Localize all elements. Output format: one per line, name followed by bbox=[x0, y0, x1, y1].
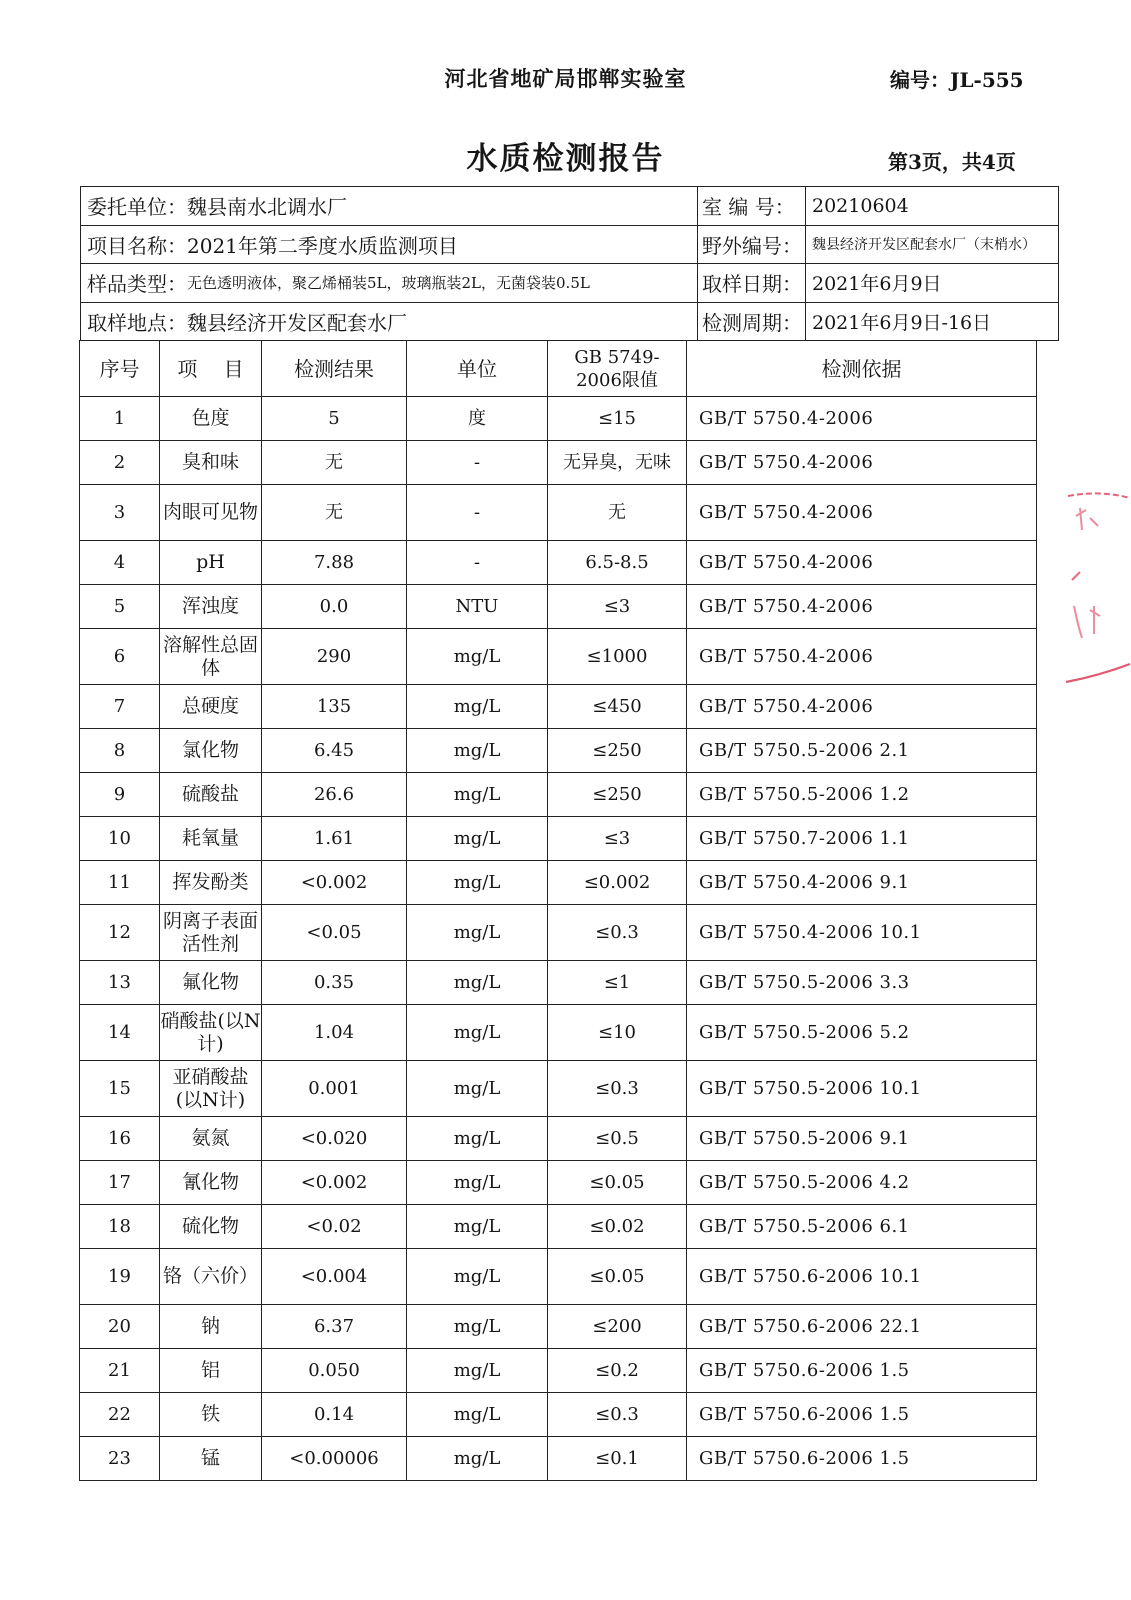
client-label: 委托单位： bbox=[87, 195, 187, 220]
row-result: 无 bbox=[262, 441, 407, 485]
info-row-client bbox=[81, 187, 1058, 226]
row-number: 18 bbox=[80, 1205, 160, 1249]
row-number: 23 bbox=[80, 1437, 160, 1481]
row-limit: ≤0.002 bbox=[548, 861, 687, 905]
row-number: 15 bbox=[80, 1061, 160, 1117]
row-item: 氰化物 bbox=[160, 1161, 262, 1205]
row-unit: mg/L bbox=[407, 685, 548, 729]
location-value: 魏县经济开发区配套水厂 bbox=[187, 310, 407, 335]
row-basis: GB/T 5750.6-2006 1.5 bbox=[687, 1349, 1037, 1393]
project-value: 2021年第二季度水质监测项目 bbox=[187, 233, 458, 258]
table-row bbox=[80, 773, 1037, 817]
row-limit: ≤3 bbox=[548, 817, 687, 861]
row-number: 10 bbox=[80, 817, 160, 861]
row-basis: GB/T 5750.5-2006 2.1 bbox=[687, 729, 1037, 773]
row-unit: mg/L bbox=[407, 1305, 548, 1349]
row-basis: GB/T 5750.5-2006 9.1 bbox=[687, 1117, 1037, 1161]
row-unit: 度 bbox=[407, 397, 548, 441]
table-row bbox=[80, 1205, 1037, 1249]
row-result: 0.14 bbox=[262, 1393, 407, 1437]
row-unit: NTU bbox=[407, 585, 548, 629]
row-unit: mg/L bbox=[407, 861, 548, 905]
header-item: 项 目 bbox=[160, 341, 262, 397]
row-result: 290 bbox=[262, 629, 407, 685]
table-row bbox=[80, 905, 1037, 961]
row-item: 锰 bbox=[160, 1437, 262, 1481]
row-unit: mg/L bbox=[407, 773, 548, 817]
row-number: 21 bbox=[80, 1349, 160, 1393]
row-basis: GB/T 5750.5-2006 10.1 bbox=[687, 1061, 1037, 1117]
row-basis: GB/T 5750.5-2006 3.3 bbox=[687, 961, 1037, 1005]
table-row bbox=[80, 397, 1037, 441]
row-number: 8 bbox=[80, 729, 160, 773]
table-row bbox=[80, 1349, 1037, 1393]
row-result: <0.00006 bbox=[262, 1437, 407, 1481]
row-item: pH bbox=[160, 541, 262, 585]
row-unit: mg/L bbox=[407, 1005, 548, 1061]
row-basis: GB/T 5750.6-2006 10.1 bbox=[687, 1249, 1037, 1305]
table-row bbox=[80, 817, 1037, 861]
client-cell bbox=[81, 187, 698, 225]
sample-info-block bbox=[80, 186, 1059, 341]
report-title: 水质检测报告 bbox=[466, 141, 665, 177]
row-basis: GB/T 5750.5-2006 1.2 bbox=[687, 773, 1037, 817]
row-unit: - bbox=[407, 485, 548, 541]
row-limit: ≤0.05 bbox=[548, 1161, 687, 1205]
row-limit: ≤0.05 bbox=[548, 1249, 687, 1305]
row-limit: 无 bbox=[548, 485, 687, 541]
row-limit: ≤0.02 bbox=[548, 1205, 687, 1249]
row-basis: GB/T 5750.5-2006 4.2 bbox=[687, 1161, 1037, 1205]
header-limit: GB 5749-2006限值 bbox=[548, 341, 687, 397]
table-row bbox=[80, 1393, 1037, 1437]
client-value: 魏县南水北调水厂 bbox=[187, 195, 347, 220]
row-result: 0.35 bbox=[262, 961, 407, 1005]
row-item: 溶解性总固体 bbox=[160, 629, 262, 685]
row-limit: ≤0.5 bbox=[548, 1117, 687, 1161]
results-body bbox=[80, 397, 1037, 1481]
row-limit: ≤450 bbox=[548, 685, 687, 729]
row-limit: ≤0.3 bbox=[548, 1061, 687, 1117]
row-result: 7.88 bbox=[262, 541, 407, 585]
header-no: 序号 bbox=[80, 341, 160, 397]
row-result: 1.61 bbox=[262, 817, 407, 861]
row-basis: GB/T 5750.5-2006 5.2 bbox=[687, 1005, 1037, 1061]
info-row-location bbox=[81, 303, 1058, 342]
red-seal-stamp bbox=[1060, 488, 1131, 688]
row-limit: ≤0.3 bbox=[548, 1393, 687, 1437]
row-result: 5 bbox=[262, 397, 407, 441]
row-unit: mg/L bbox=[407, 1437, 548, 1481]
row-basis: GB/T 5750.4-2006 10.1 bbox=[687, 905, 1037, 961]
row-number: 1 bbox=[80, 397, 160, 441]
row-limit: ≤10 bbox=[548, 1005, 687, 1061]
row-result: <0.002 bbox=[262, 1161, 407, 1205]
row-result: 26.6 bbox=[262, 773, 407, 817]
project-cell bbox=[81, 226, 698, 264]
row-limit: ≤250 bbox=[548, 729, 687, 773]
sampling-date-label: 取样日期： bbox=[698, 264, 806, 302]
row-number: 19 bbox=[80, 1249, 160, 1305]
row-number: 3 bbox=[80, 485, 160, 541]
row-result: <0.020 bbox=[262, 1117, 407, 1161]
row-basis: GB/T 5750.5-2006 6.1 bbox=[687, 1205, 1037, 1249]
header-unit: 单位 bbox=[407, 341, 548, 397]
lab-name: 河北省地矿局邯郸实验室 bbox=[444, 66, 687, 91]
row-basis: GB/T 5750.4-2006 bbox=[687, 541, 1037, 585]
period-value: 2021年6月9日-16日 bbox=[812, 311, 992, 334]
field-no-label: 野外编号： bbox=[698, 226, 806, 264]
row-number: 2 bbox=[80, 441, 160, 485]
row-unit: mg/L bbox=[407, 905, 548, 961]
row-item: 耗氧量 bbox=[160, 817, 262, 861]
row-unit: mg/L bbox=[407, 629, 548, 685]
row-limit: ≤15 bbox=[548, 397, 687, 441]
table-row bbox=[80, 585, 1037, 629]
row-limit: 6.5-8.5 bbox=[548, 541, 687, 585]
row-limit: ≤250 bbox=[548, 773, 687, 817]
table-row bbox=[80, 861, 1037, 905]
row-unit: mg/L bbox=[407, 1161, 548, 1205]
sample-type-cell bbox=[81, 264, 698, 302]
row-unit: - bbox=[407, 441, 548, 485]
row-basis: GB/T 5750.4-2006 9.1 bbox=[687, 861, 1037, 905]
row-result: <0.002 bbox=[262, 861, 407, 905]
row-item: 色度 bbox=[160, 397, 262, 441]
row-number: 12 bbox=[80, 905, 160, 961]
row-number: 11 bbox=[80, 861, 160, 905]
row-number: 16 bbox=[80, 1117, 160, 1161]
table-row bbox=[80, 1249, 1037, 1305]
row-limit: ≤1000 bbox=[548, 629, 687, 685]
row-item: 硝酸盐(以N计) bbox=[160, 1005, 262, 1061]
sampling-date-value: 2021年6月9日 bbox=[812, 273, 942, 296]
table-row bbox=[80, 441, 1037, 485]
row-basis: GB/T 5750.4-2006 bbox=[687, 485, 1037, 541]
results-table bbox=[79, 340, 1037, 1481]
row-basis: GB/T 5750.4-2006 bbox=[687, 629, 1037, 685]
row-basis: GB/T 5750.7-2006 1.1 bbox=[687, 817, 1037, 861]
table-row bbox=[80, 629, 1037, 685]
row-unit: mg/L bbox=[407, 1061, 548, 1117]
row-unit: mg/L bbox=[407, 1205, 548, 1249]
table-row bbox=[80, 1117, 1037, 1161]
row-limit: ≤0.1 bbox=[548, 1437, 687, 1481]
row-item: 浑浊度 bbox=[160, 585, 262, 629]
row-item: 总硬度 bbox=[160, 685, 262, 729]
page-info: 第3页，共4页 bbox=[888, 150, 1016, 174]
row-result: 0.001 bbox=[262, 1061, 407, 1117]
row-item: 铁 bbox=[160, 1393, 262, 1437]
table-row bbox=[80, 541, 1037, 585]
info-row-project bbox=[81, 226, 1058, 265]
row-unit: mg/L bbox=[407, 817, 548, 861]
row-result: 6.37 bbox=[262, 1305, 407, 1349]
table-row bbox=[80, 485, 1037, 541]
row-basis: GB/T 5750.6-2006 22.1 bbox=[687, 1305, 1037, 1349]
row-item: 阴离子表面活性剂 bbox=[160, 905, 262, 961]
row-item: 氨氮 bbox=[160, 1117, 262, 1161]
row-result: 6.45 bbox=[262, 729, 407, 773]
table-row bbox=[80, 1437, 1037, 1481]
table-row bbox=[80, 961, 1037, 1005]
row-limit: ≤1 bbox=[548, 961, 687, 1005]
row-number: 9 bbox=[80, 773, 160, 817]
row-number: 5 bbox=[80, 585, 160, 629]
period-label: 检测周期： bbox=[698, 303, 806, 341]
room-no-label: 室 编 号： bbox=[698, 187, 806, 225]
field-no-value: 魏县经济开发区配套水厂（末梢水） bbox=[812, 237, 1036, 254]
row-item: 氯化物 bbox=[160, 729, 262, 773]
table-row bbox=[80, 1061, 1037, 1117]
table-row bbox=[80, 1305, 1037, 1349]
row-number: 14 bbox=[80, 1005, 160, 1061]
table-header-row bbox=[80, 341, 1037, 397]
row-number: 17 bbox=[80, 1161, 160, 1205]
row-basis: GB/T 5750.4-2006 bbox=[687, 397, 1037, 441]
row-number: 6 bbox=[80, 629, 160, 685]
row-result: <0.02 bbox=[262, 1205, 407, 1249]
row-number: 13 bbox=[80, 961, 160, 1005]
location-label: 取样地点： bbox=[87, 310, 187, 335]
row-basis: GB/T 5750.6-2006 1.5 bbox=[687, 1437, 1037, 1481]
row-limit: ≤0.3 bbox=[548, 905, 687, 961]
table-row bbox=[80, 729, 1037, 773]
info-row-sample-type bbox=[81, 264, 1058, 303]
row-result: <0.004 bbox=[262, 1249, 407, 1305]
table-row bbox=[80, 1005, 1037, 1061]
row-unit: mg/L bbox=[407, 961, 548, 1005]
row-item: 肉眼可见物 bbox=[160, 485, 262, 541]
row-unit: - bbox=[407, 541, 548, 585]
row-limit: 无异臭，无味 bbox=[548, 441, 687, 485]
document-code: 编号：JL-555 bbox=[890, 68, 1024, 92]
row-item: 钠 bbox=[160, 1305, 262, 1349]
row-basis: GB/T 5750.4-2006 bbox=[687, 585, 1037, 629]
row-limit: ≤3 bbox=[548, 585, 687, 629]
row-basis: GB/T 5750.6-2006 1.5 bbox=[687, 1393, 1037, 1437]
room-no-value: 20210604 bbox=[812, 194, 909, 217]
row-number: 7 bbox=[80, 685, 160, 729]
row-item: 臭和味 bbox=[160, 441, 262, 485]
row-item: 铝 bbox=[160, 1349, 262, 1393]
row-number: 22 bbox=[80, 1393, 160, 1437]
row-unit: mg/L bbox=[407, 729, 548, 773]
row-result: 0.050 bbox=[262, 1349, 407, 1393]
row-result: <0.05 bbox=[262, 905, 407, 961]
row-basis: GB/T 5750.4-2006 bbox=[687, 685, 1037, 729]
location-cell bbox=[81, 303, 698, 341]
table-row bbox=[80, 1161, 1037, 1205]
row-unit: mg/L bbox=[407, 1393, 548, 1437]
row-item: 氟化物 bbox=[160, 961, 262, 1005]
row-result: 无 bbox=[262, 485, 407, 541]
row-item: 铬（六价） bbox=[160, 1249, 262, 1305]
row-unit: mg/L bbox=[407, 1349, 548, 1393]
row-unit: mg/L bbox=[407, 1117, 548, 1161]
sample-type-value: 无色透明液体，聚乙烯桶装5L，玻璃瓶装2L，无菌袋装0.5L bbox=[187, 274, 590, 293]
table-row bbox=[80, 685, 1037, 729]
row-limit: ≤0.2 bbox=[548, 1349, 687, 1393]
row-item: 挥发酚类 bbox=[160, 861, 262, 905]
row-basis: GB/T 5750.4-2006 bbox=[687, 441, 1037, 485]
row-item: 亚硝酸盐(以N计) bbox=[160, 1061, 262, 1117]
row-result: 0.0 bbox=[262, 585, 407, 629]
row-number: 4 bbox=[80, 541, 160, 585]
row-limit: ≤200 bbox=[548, 1305, 687, 1349]
row-number: 20 bbox=[80, 1305, 160, 1349]
header-basis: 检测依据 bbox=[687, 341, 1037, 397]
project-label: 项目名称： bbox=[87, 233, 187, 258]
row-item: 硫酸盐 bbox=[160, 773, 262, 817]
header-result: 检测结果 bbox=[262, 341, 407, 397]
row-item: 硫化物 bbox=[160, 1205, 262, 1249]
row-unit: mg/L bbox=[407, 1249, 548, 1305]
row-result: 1.04 bbox=[262, 1005, 407, 1061]
sample-type-label: 样品类型： bbox=[87, 272, 187, 297]
row-result: 135 bbox=[262, 685, 407, 729]
